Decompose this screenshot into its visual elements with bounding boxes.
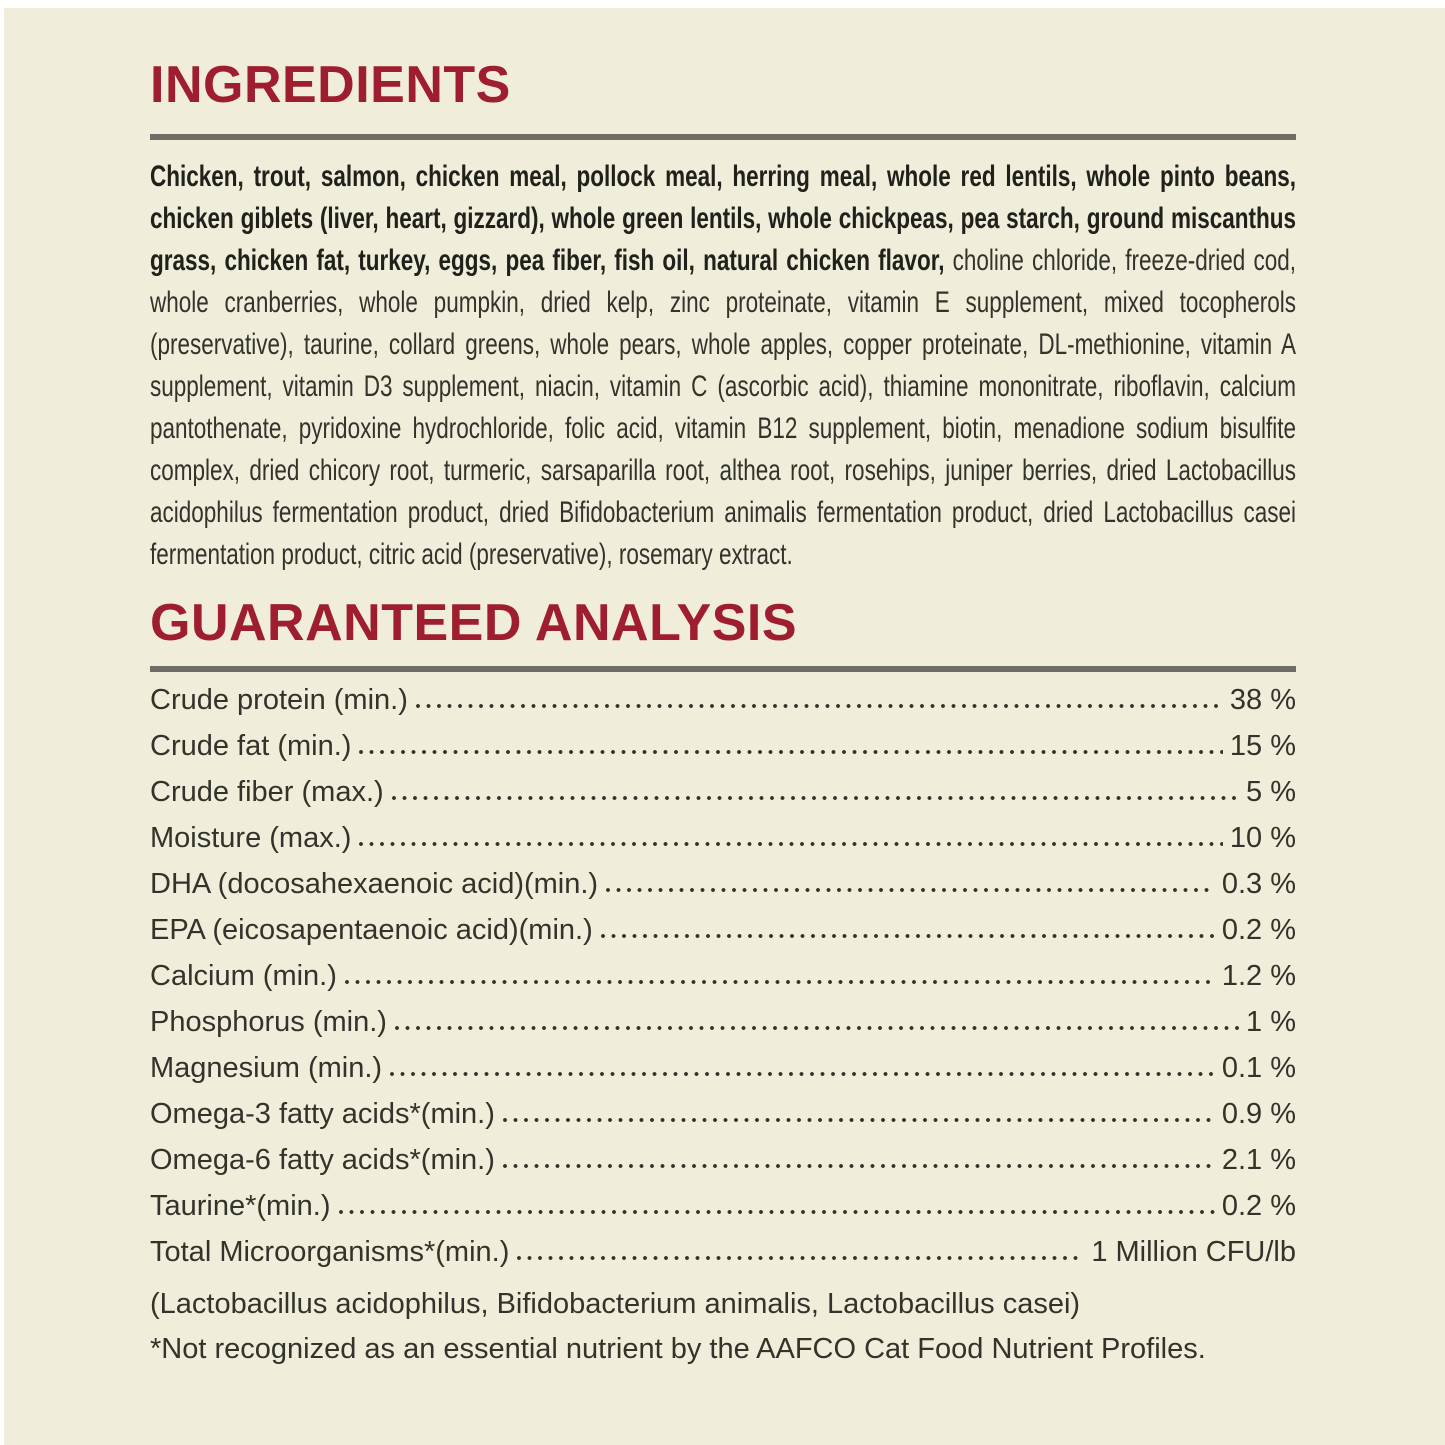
analysis-row <box>150 776 1296 822</box>
dot-leader <box>516 1255 1084 1261</box>
dot-leader <box>502 1117 1215 1123</box>
analysis-value: 2.1 % <box>1221 1144 1296 1176</box>
ingredients-section <box>150 58 1296 576</box>
analysis-row <box>150 684 1296 730</box>
analysis-row <box>150 730 1296 776</box>
analysis-label: Total Microorganisms*(min.) <box>150 1236 510 1268</box>
ingredients-primary-text: Chicken, trout, salmon, chicken meal, pollock meal, herring meal, whole red lentils, whole pinto beans, chicken giblets (liver, heart, gizzard), whole green lentils, whole chickpeas, pea starch, ground miscanthus grass, chicken fat, turkey, eggs, pea fiber, fish oil, natural chicken flavor, <box>150 160 1296 277</box>
dot-leader <box>502 1163 1215 1169</box>
analysis-row <box>150 822 1296 868</box>
analysis-notes <box>150 1282 1296 1372</box>
analysis-row <box>150 1052 1296 1098</box>
analysis-value: 15 % <box>1229 730 1296 762</box>
analysis-value: 0.1 % <box>1221 1052 1296 1084</box>
analysis-value: 1.2 % <box>1221 960 1296 992</box>
dot-leader <box>358 749 1222 755</box>
analysis-label: Phosphorus (min.) <box>150 1006 387 1038</box>
analysis-label: Magnesium (min.) <box>150 1052 383 1084</box>
dot-leader <box>394 1025 1239 1031</box>
dot-leader <box>358 841 1222 847</box>
analysis-label: EPA (eicosapentaenoic acid)(min.) <box>150 914 593 946</box>
analysis-label: Crude fat (min.) <box>150 730 352 762</box>
analysis-label: Crude fiber (max.) <box>150 776 384 808</box>
analysis-note: *Not recognized as an essential nutrient by the AAFCO Cat Food Nutrient Profiles. <box>150 1333 1206 1365</box>
analysis-label: DHA (docosahexaenoic acid)(min.) <box>150 868 599 900</box>
dot-leader <box>338 1209 1215 1215</box>
analysis-value: 5 % <box>1246 776 1296 808</box>
ingredients-title: INGREDIENTS <box>150 56 511 114</box>
analysis-row <box>150 868 1296 914</box>
analysis-value: 1 % <box>1246 1006 1296 1038</box>
guaranteed-analysis-section <box>150 596 1296 1372</box>
analysis-label: Moisture (max.) <box>150 822 352 854</box>
analysis-row <box>150 960 1296 1006</box>
analysis-row <box>150 914 1296 960</box>
guaranteed-analysis-table <box>150 684 1296 1282</box>
dot-leader <box>389 1071 1215 1077</box>
analysis-label: Taurine*(min.) <box>150 1190 331 1222</box>
dot-leader <box>391 795 1239 801</box>
analysis-value: 0.2 % <box>1221 1190 1296 1222</box>
dot-leader <box>415 703 1223 709</box>
dot-leader <box>605 887 1215 893</box>
analysis-value: 38 % <box>1229 684 1296 716</box>
analysis-row <box>150 1236 1296 1282</box>
analysis-label: Omega-6 fatty acids*(min.) <box>150 1144 495 1176</box>
analysis-label: Calcium (min.) <box>150 960 337 992</box>
analysis-value: 0.3 % <box>1221 868 1296 900</box>
analysis-label: Crude protein (min.) <box>150 684 408 716</box>
analysis-row <box>150 1098 1296 1144</box>
guaranteed-analysis-title: GUARANTEED ANALYSIS <box>150 594 798 652</box>
analysis-label: Omega-3 fatty acids*(min.) <box>150 1098 495 1130</box>
ingredients-divider <box>150 134 1296 140</box>
dot-leader <box>344 979 1215 985</box>
ingredients-secondary-text: choline chloride, freeze-dried cod, whole cranberries, whole pumpkin, dried kelp, zinc proteinate, vitamin E supplement, mixed tocopherols (preservative), taurine, collard greens, whole pears, whole apples, copper proteinate, DL-methionine, vitamin A supplement, vitamin D3 supplement, niacin, vitamin C (ascorbic acid), thiamine mononitrate, riboflavin, calcium pantothenate, pyridoxine hydrochloride, folic acid, vitamin B12 supplement, biotin, menadione sodium bisulfite complex, dried chicory root, turmeric, sarsaparilla root, althea root, rosehips, juniper berries, dried Lactobacillus acidophilus fermentation product, dried Bifidobacterium animalis fermentation product, dried Lactobacillus casei fermentation product, citric acid (preservative), rosemary extract. <box>150 244 1296 571</box>
analysis-value: 10 % <box>1229 822 1296 854</box>
analysis-value: 1 Million CFU/lb <box>1091 1236 1296 1268</box>
dot-leader <box>600 933 1215 939</box>
analysis-row <box>150 1006 1296 1052</box>
ingredients-paragraph <box>150 156 1296 576</box>
guaranteed-analysis-divider <box>150 666 1296 672</box>
analysis-value: 0.2 % <box>1221 914 1296 946</box>
analysis-row <box>150 1144 1296 1190</box>
analysis-value: 0.9 % <box>1221 1098 1296 1130</box>
analysis-row <box>150 1190 1296 1236</box>
analysis-note: (Lactobacillus acidophilus, Bifidobacterium animalis, Lactobacillus casei) <box>150 1288 1081 1320</box>
